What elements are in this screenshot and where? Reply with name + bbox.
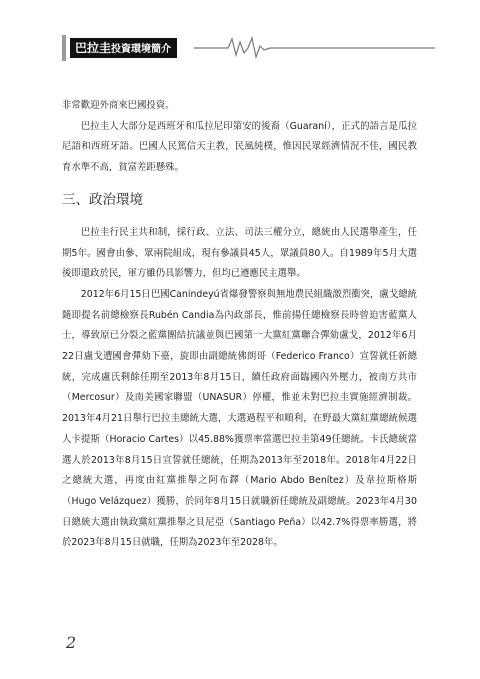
paragraph-population: 巴拉圭人大部分是西班牙和瓜拉尼印第安的後裔（Guaraní），正式的語言是瓜拉尼語和西班牙語。巴國人民篤信天主教，民風純樸，惟因民眾經濟情況不佳，國民教育水準不高，貧富差距懸殊。 xyxy=(62,120,417,174)
main-text xyxy=(62,96,417,554)
paragraph-continuation: 非常歡迎外商來巴國投資。 xyxy=(62,100,175,111)
header-title-main: 巴拉圭 xyxy=(75,41,112,55)
running-header xyxy=(62,35,435,63)
section-heading: 三、政治環境 xyxy=(62,191,143,208)
header-title-sub: 投資環境簡介 xyxy=(111,44,172,55)
heartbeat-line-decoration xyxy=(194,35,435,61)
header-accent-bar xyxy=(62,35,66,61)
header-title xyxy=(70,38,177,58)
paragraph-political-history: 2012年6月15日巴國Canindeyú省爆發警察與無地農民組織激烈衝突，盧戈總統隨即提名前總檢察長Rubén Candia為內政部長，惟前揚任總檢察長時曾迫害藍黨人士，導致原已分裂之藍黨團結抗議並與巴國第一大黨紅黨聯合彈劾盧戈，2012年6月22日盧戈遭國會彈劾下臺，旋即由副總統佛朗哥（Federico Franco）宣誓就任新總統，完成盧氏剩餘任期至2013年8月15日，續任政府面臨國內外壓力，被南方共市（Mercosur）及南美國家聯盟（UNASUR）停權，惟並未對巴拉圭實施經濟制裁。2013年4月21日舉行巴拉圭總統大選，大選過程平和順利，在野最大黨紅黨總統候選人卡提斯（Horacio Cartes）以45.88%獲票率當選巴拉圭第49任總統。卡氏總統當選人於2013年8月15日宣誓就任總統，任期為2013年至2018年。2018年4月22日之總統大選，再度由紅黨推舉之阿布鐸（Mario Abdo Benítez）及韋拉斯格斯（Hugo Velázquez）獲勝，於同年8月15日就職新任總統及副總統。2023年4月30日總統大選由執政黨紅黨推舉之貝尼亞（Santiago Peña）以42.7%得票率勝選，將於2023年8月15日就職，任期為2023年至2028年。 xyxy=(62,288,417,549)
page-number: 2 xyxy=(66,633,77,652)
paragraph-government: 巴拉圭行民主共和制，採行政、立法、司法三權分立，總統由人民選舉產生，任期5年。國會由參、眾兩院組成，現有參議員45人，眾議員80人。自1989年5月大選後即還政於民，軍方雖仍具影響力，但均已遵應民主選舉。 xyxy=(62,226,417,280)
